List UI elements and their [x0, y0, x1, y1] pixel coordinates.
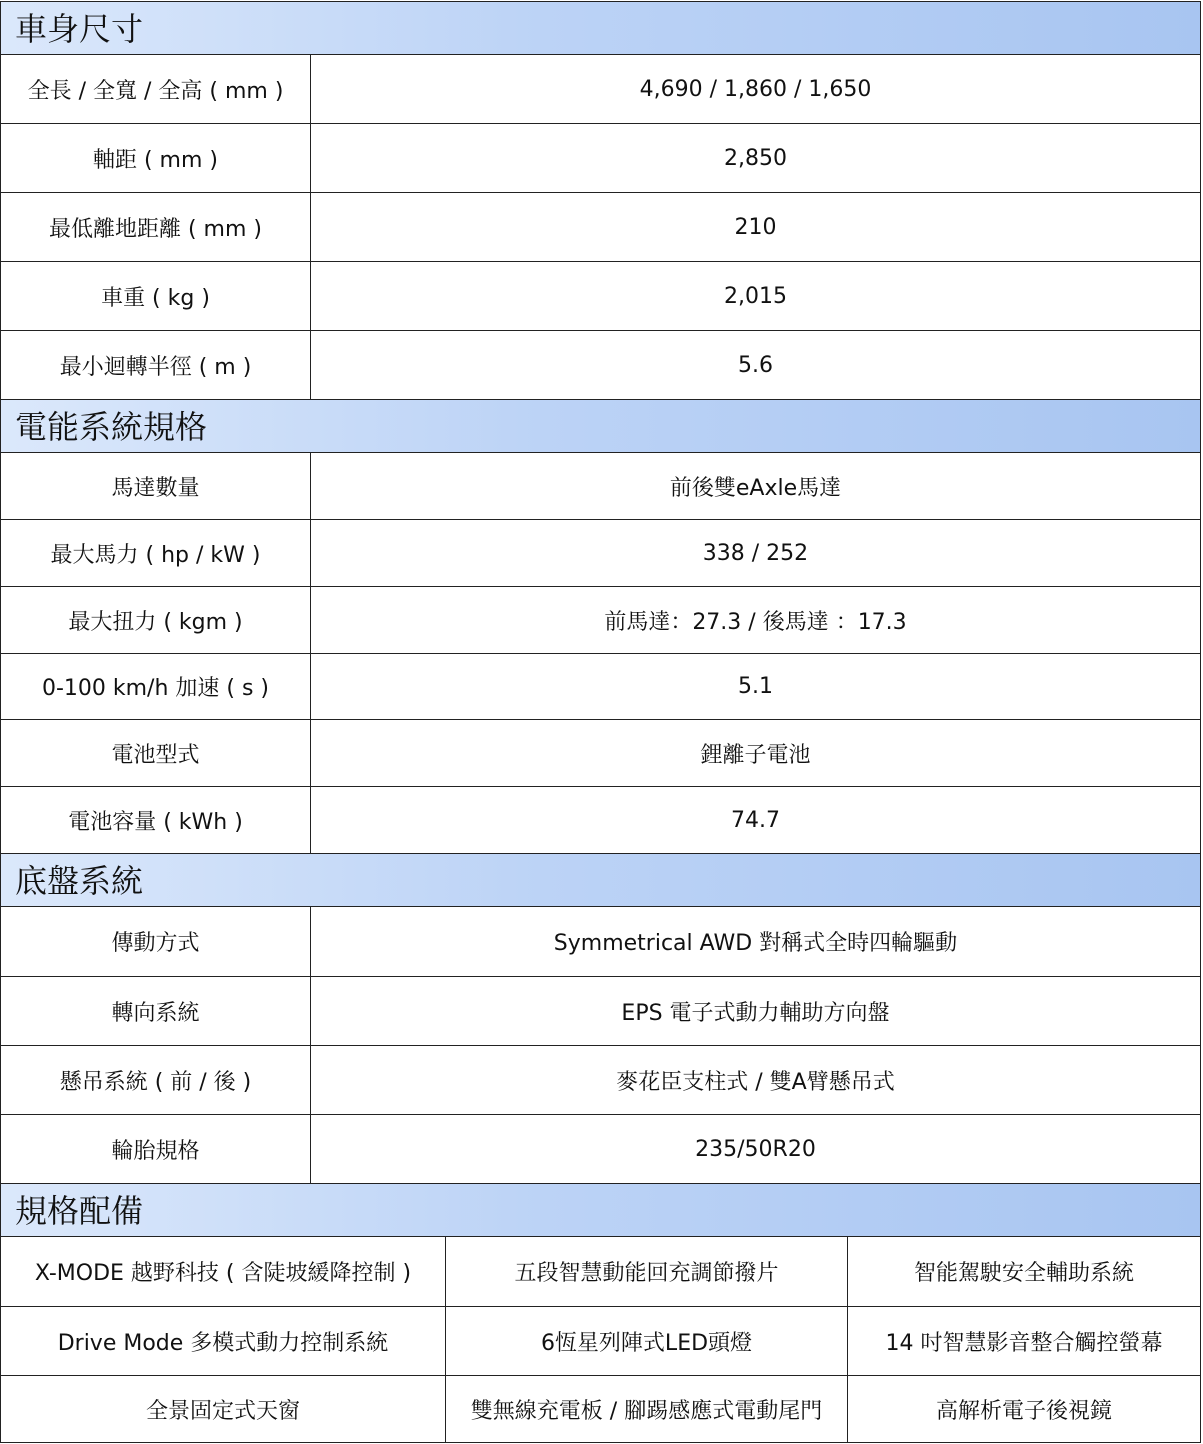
- spec-value: 338 / 252: [702, 540, 809, 566]
- spec-row: [0, 1115, 1201, 1184]
- spec-value: 前後雙eAxle馬達: [669, 475, 842, 501]
- section-title: 電能系統規格: [15, 408, 208, 446]
- section-header-electric-system: [0, 399, 1201, 453]
- spec-row: [0, 907, 1201, 977]
- spec-label: 最大馬力 ( hp / kW ): [1, 520, 311, 586]
- spec-label: 電池容量 ( kWh ): [1, 787, 311, 853]
- feature-row: [0, 1307, 1201, 1376]
- spec-row: [0, 654, 1201, 720]
- spec-row: [0, 331, 1201, 400]
- section-title: 底盤系統: [15, 862, 144, 900]
- spec-value: 2,850: [724, 145, 787, 171]
- section-header-chassis: [0, 853, 1201, 907]
- section-title: 車身尺寸: [15, 10, 144, 48]
- spec-value: Symmetrical AWD 對稱式全時四輪驅動: [553, 931, 958, 956]
- feature-item: 高解析電子後視鏡: [935, 1398, 1112, 1424]
- spec-value: 5.6: [738, 352, 773, 378]
- spec-row: [0, 124, 1201, 193]
- section-title: 規格配備: [15, 1192, 144, 1230]
- spec-row: [0, 977, 1201, 1046]
- spec-label: 電池型式: [1, 720, 311, 786]
- spec-row: [0, 1046, 1201, 1115]
- spec-label: 最低離地距離 ( mm ): [1, 193, 311, 261]
- feature-row: [0, 1376, 1201, 1443]
- spec-label: 轉向系統: [1, 977, 311, 1045]
- spec-value: EPS 電子式動力輔助方向盤: [621, 1000, 890, 1026]
- spec-value: 麥花臣支柱式 / 雙A臂懸吊式: [616, 1069, 895, 1095]
- spec-label: 軸距 ( mm ): [1, 124, 311, 192]
- spec-value: 4,690 / 1,860 / 1,650: [639, 76, 872, 102]
- spec-value: 74.7: [731, 807, 780, 833]
- spec-label: 傳動方式: [1, 907, 311, 976]
- spec-row: [0, 193, 1201, 262]
- spec-row: [0, 587, 1201, 654]
- spec-label: 車重 ( kg ): [1, 262, 311, 330]
- spec-value: 鋰離子電池: [700, 742, 811, 768]
- spec-value: 2,015: [724, 283, 787, 309]
- feature-item: Drive Mode 多模式動力控制系統: [1, 1307, 446, 1375]
- spec-label: 懸吊系統 ( 前 / 後 ): [1, 1046, 311, 1114]
- spec-label: 最小迴轉半徑 ( m ): [1, 331, 311, 399]
- feature-item: 6恆星列陣式LED頭燈: [446, 1307, 848, 1375]
- spec-row: [0, 262, 1201, 331]
- spec-row: [0, 720, 1201, 787]
- section-header-features: [0, 1183, 1201, 1237]
- spec-label: 全長 / 全寬 / 全高 ( mm ): [1, 55, 311, 123]
- section-header-body-dimensions: [0, 1, 1201, 55]
- feature-item: 雙無線充電板 / 腳踢感應式電動尾門: [446, 1376, 848, 1442]
- spec-value: 235/50R20: [695, 1136, 816, 1162]
- feature-item: 全景固定式天窗: [1, 1376, 446, 1442]
- feature-item: 智能駕駛安全輔助系統: [913, 1261, 1134, 1286]
- spec-value: 210: [734, 214, 777, 240]
- feature-row: [0, 1237, 1201, 1307]
- feature-item: 五段智慧動能回充調節撥片: [446, 1237, 848, 1306]
- spec-row: [0, 453, 1201, 520]
- spec-label: 0-100 km/h 加速 ( s ): [1, 654, 311, 719]
- feature-item: 14 吋智慧影音整合觸控螢幕: [885, 1330, 1163, 1356]
- spec-value: 前馬達：27.3 / 後馬達 ：17.3: [604, 609, 907, 635]
- spec-row: [0, 55, 1201, 124]
- spec-label: 最大扭力 ( kgm ): [1, 587, 311, 653]
- spec-value: 5.1: [738, 674, 773, 699]
- spec-label: 輪胎規格: [1, 1115, 311, 1183]
- spec-row: [0, 787, 1201, 854]
- spec-row: [0, 520, 1201, 587]
- feature-item: X-MODE 越野科技 ( 含陡坡緩降控制 ): [1, 1237, 446, 1306]
- spec-label: 馬達數量: [1, 453, 311, 519]
